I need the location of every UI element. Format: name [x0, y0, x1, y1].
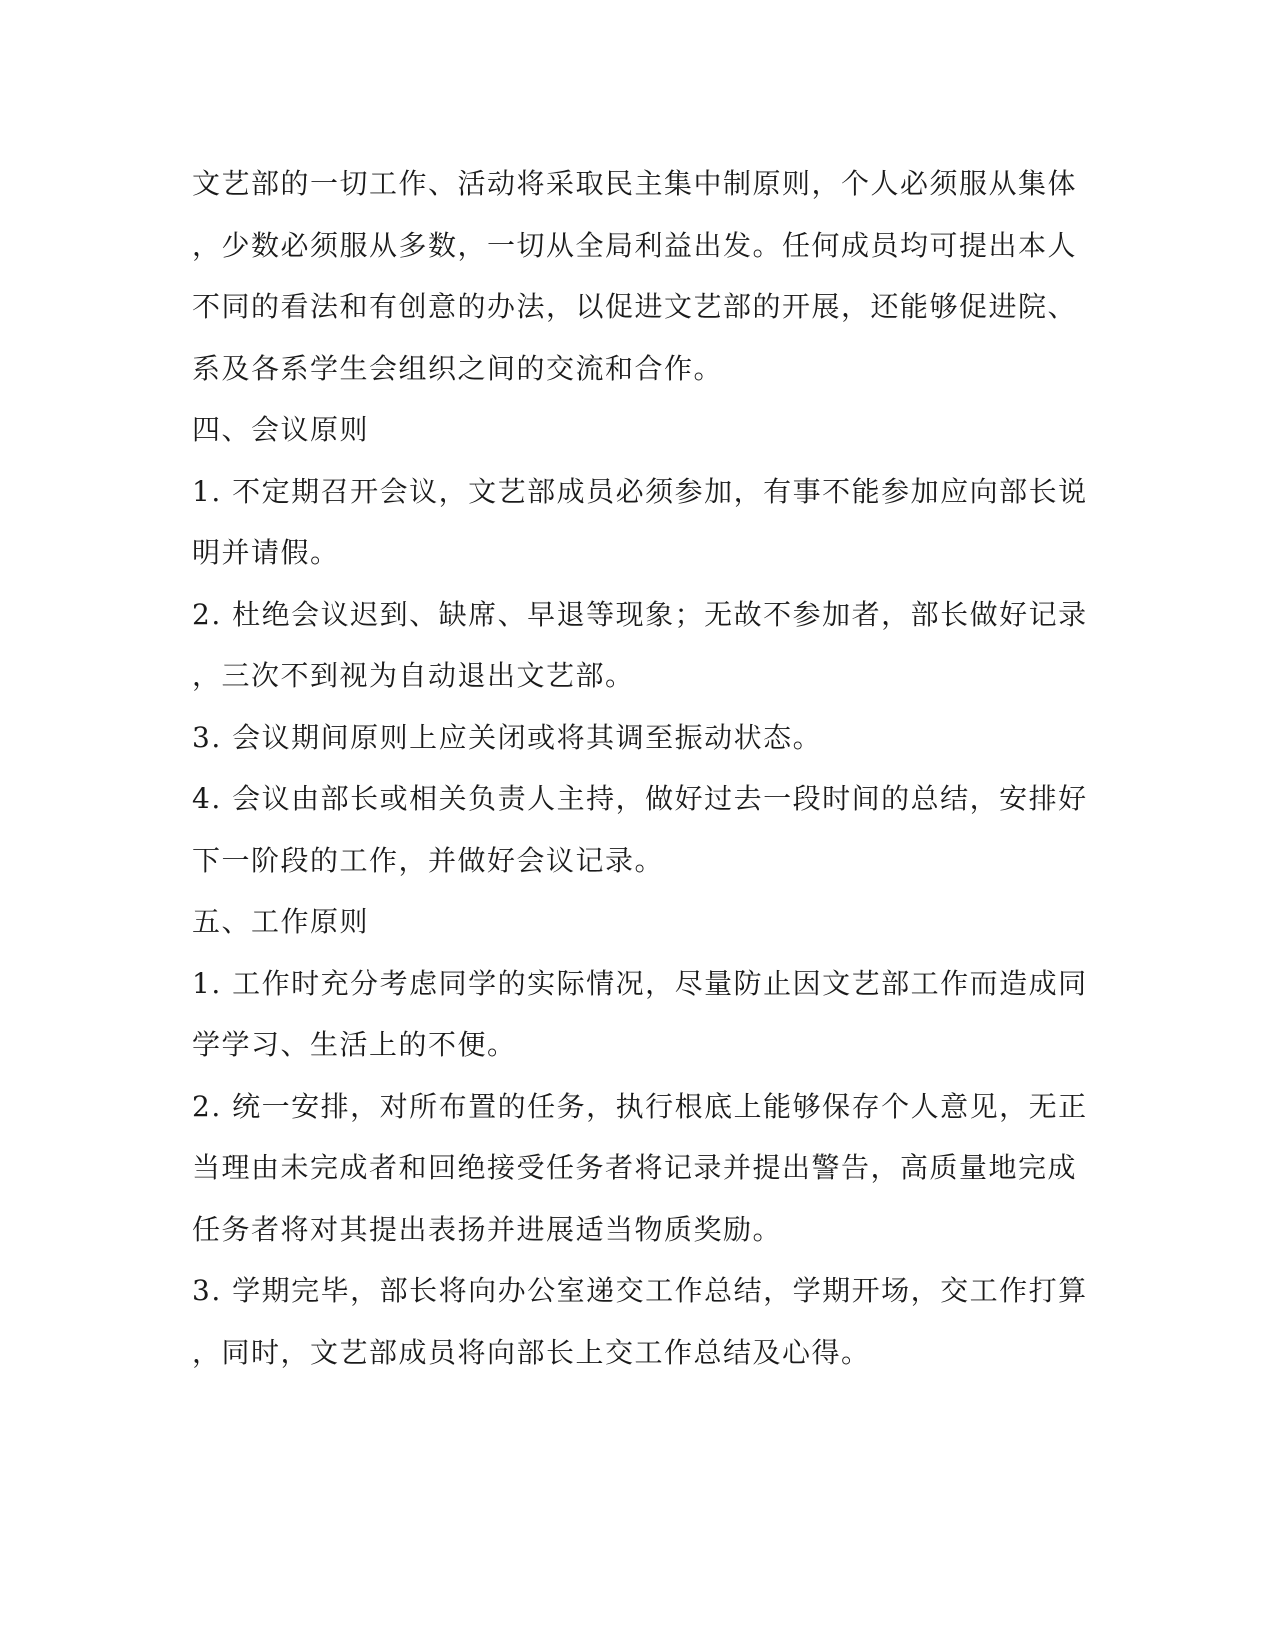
paragraph-line: 文艺部的一切工作、活动将采取民主集中制原则，个人必须服从集体: [192, 167, 1078, 200]
list-item-line: ，同时，文艺部成员将向部长上交工作总结及心得。: [192, 1336, 871, 1369]
section-heading: 五、工作原则: [192, 905, 370, 938]
section-heading: 四、会议原则: [192, 413, 370, 446]
list-item-line: 明并请假。: [192, 536, 340, 569]
list-item-line: 2. 杜绝会议迟到、缺席、早退等现象；无故不参加者，部长做好记录: [192, 598, 1088, 631]
list-item-line: 1. 不定期召开会议，文艺部成员必须参加，有事不能参加应向部长说: [192, 475, 1088, 508]
list-item-line: 任务者将对其提出表扬并进展适当物质奖励。: [192, 1213, 783, 1246]
list-item-line: 学学习、生活上的不便。: [192, 1028, 517, 1061]
list-item-line: ，三次不到视为自动退出文艺部。: [192, 659, 635, 692]
list-item-line: 下一阶段的工作，并做好会议记录。: [192, 844, 665, 877]
list-item-line: 2. 统一安排，对所布置的任务，执行根底上能够保存个人意见，无正: [192, 1090, 1088, 1123]
list-item-line: 4. 会议由部长或相关负责人主持，做好过去一段时间的总结，安排好: [192, 782, 1088, 815]
list-item-line: 3. 会议期间原则上应关闭或将其调至振动状态。: [192, 721, 823, 754]
list-item-line: 3. 学期完毕，部长将向办公室递交工作总结，学期开场，交工作打算: [192, 1274, 1088, 1307]
paragraph-line: 系及各系学生会组织之间的交流和合作。: [192, 352, 724, 385]
list-item-line: 当理由未完成者和回绝接受任务者将记录并提出警告，高质量地完成: [192, 1151, 1078, 1184]
paragraph-line: ，少数必须服从多数，一切从全局利益出发。任何成员均可提出本人: [192, 229, 1078, 262]
paragraph-line: 不同的看法和有创意的办法，以促进文艺部的开展，还能够促进院、: [192, 290, 1078, 323]
list-item-line: 1. 工作时充分考虑同学的实际情况，尽量防止因文艺部工作而造成同: [192, 967, 1088, 1000]
